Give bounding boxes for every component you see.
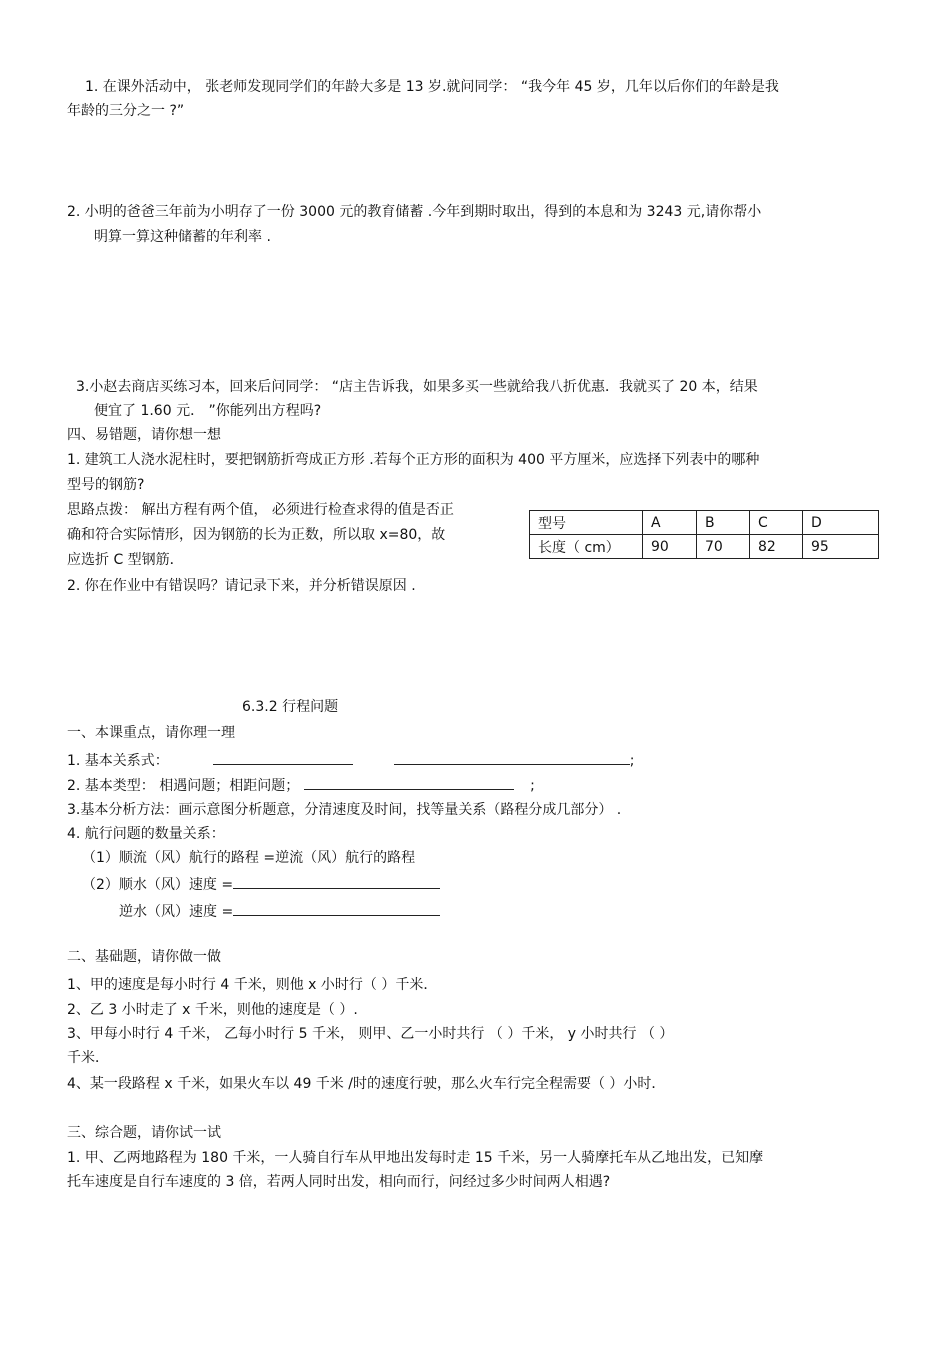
navigation-relations: 4. 航行问题的数量关系：	[67, 826, 225, 842]
basic-q3-line2: 千米．	[67, 1050, 109, 1066]
lesson-title: 6.3.2 行程问题	[242, 699, 339, 715]
table-row-label: 长度（ cm）	[530, 535, 643, 559]
section4-title: 四、易错题，请你想一想	[67, 427, 221, 443]
table-header-label: 型号	[530, 511, 643, 535]
analysis-method: 3.基本分析方法：画示意图分析题意，分清速度及时间，找等量关系（路程分成几部分） .	[67, 802, 622, 818]
rebar-table	[529, 510, 879, 559]
section3-title: 三、综合题，请你试一试	[67, 1125, 221, 1141]
downstream-speed-line	[82, 874, 440, 894]
length-cell: 90	[643, 535, 697, 559]
model-cell: B	[697, 511, 750, 535]
q1-line2: 年龄的三分之一 ?”	[67, 103, 185, 119]
model-cell: D	[803, 511, 879, 535]
key-relation-line: 1. 基本关系式： ;	[67, 750, 634, 770]
q3-line2: 便宜了 1.60 元． ”你能列出方程吗?	[94, 403, 322, 419]
basic-types-label: 2. 基本类型： 相遇问题；相距问题；	[67, 778, 300, 794]
hint-line3: 应选折 C 型钢筋．	[67, 552, 184, 568]
hint-line2: 确和符合实际情形，因为钢筋的长为正数，所以取 x=80，故	[67, 527, 446, 543]
basic-q2: 2、乙 3 小时走了 x 千米，则他的速度是（ ）.	[67, 1002, 358, 1018]
model-cell: C	[750, 511, 803, 535]
upstream-speed-line	[119, 901, 440, 921]
upstream-speed-label: 逆水（风）速度 =	[119, 904, 234, 920]
basic-q3-line1: 3、甲每小时行 4 千米， 乙每小时行 5 千米， 则甲、乙一小时共行 （ ）千米， y 小时共行 （ ）	[67, 1026, 674, 1042]
s4-q2: 2. 你在作业中有错误吗？请记录下来，并分析错误原因 .	[67, 578, 416, 594]
basic-q4: 4、某一段路程 x 千米，如果火车以 49 千米 /时的速度行驶，那么火车行完全程需要（ ）小时．	[67, 1076, 666, 1092]
blank-line[interactable]	[304, 775, 514, 790]
comprehensive-q1-line1: 1. 甲、乙两地路程为 180 千米，一人骑自行车从甲地出发每时走 15 千米，另一人骑摩托车从乙地出发，已知摩	[67, 1150, 764, 1166]
s4-q1-line2: 型号的钢筋?	[67, 477, 145, 493]
length-cell: 95	[803, 535, 879, 559]
section1-title: 一、本课重点，请你理一理	[67, 725, 235, 741]
length-cell: 82	[750, 535, 803, 559]
blank-line[interactable]	[213, 750, 353, 765]
blank-line[interactable]	[233, 901, 440, 916]
navigation-distance: （1）顺流（风）航行的路程 =逆流（风）航行的路程	[82, 850, 416, 866]
model-cell: A	[643, 511, 697, 535]
length-cell: 70	[697, 535, 750, 559]
q2-line1: 2. 小明的爸爸三年前为小明存了一份 3000 元的教育储蓄 .今年到期时取出，得到的本息和为 3243 元,请你帮小	[67, 204, 762, 220]
comprehensive-q1-line2: 托车速度是自行车速度的 3 倍，若两人同时出发，相向而行，问经过多少时间两人相遇?	[67, 1174, 611, 1190]
basic-types-line: 2. 基本类型： 相遇问题；相距问题； ;	[67, 775, 535, 795]
q2-line2: 明算一算这种储蓄的年利率 .	[94, 229, 271, 245]
key-relation-label: 1. 基本关系式：	[67, 753, 169, 769]
downstream-speed-label: （2）顺水（风）速度 =	[82, 877, 234, 893]
table-row	[530, 511, 879, 535]
section2-title: 二、基础题，请你做一做	[67, 949, 221, 965]
q1-line1: 1. 在课外活动中， 张老师发现同学们的年龄大多是 13 岁.就问同学： “我今年 45 岁，几年以后你们的年龄是我	[85, 79, 779, 95]
hint-line1: 思路点拨： 解出方程有两个值， 必须进行检查求得的值是否正	[67, 502, 454, 518]
s4-q1-line1: 1. 建筑工人浇水泥柱时，要把钢筋折弯成正方形 .若每个正方形的面积为 400 平方厘米，应选择下列表中的哪种	[67, 452, 760, 468]
blank-line[interactable]	[233, 874, 440, 889]
basic-q1: 1、甲的速度是每小时行 4 千米，则他 x 小时行（ ）千米．	[67, 977, 438, 993]
table-row	[530, 535, 879, 559]
blank-line[interactable]	[394, 750, 630, 765]
q3-line1: 3.小赵去商店买练习本，回来后问同学： “店主告诉我，如果多买一些就给我八折优惠．我就买了 20 本，结果	[76, 379, 758, 395]
